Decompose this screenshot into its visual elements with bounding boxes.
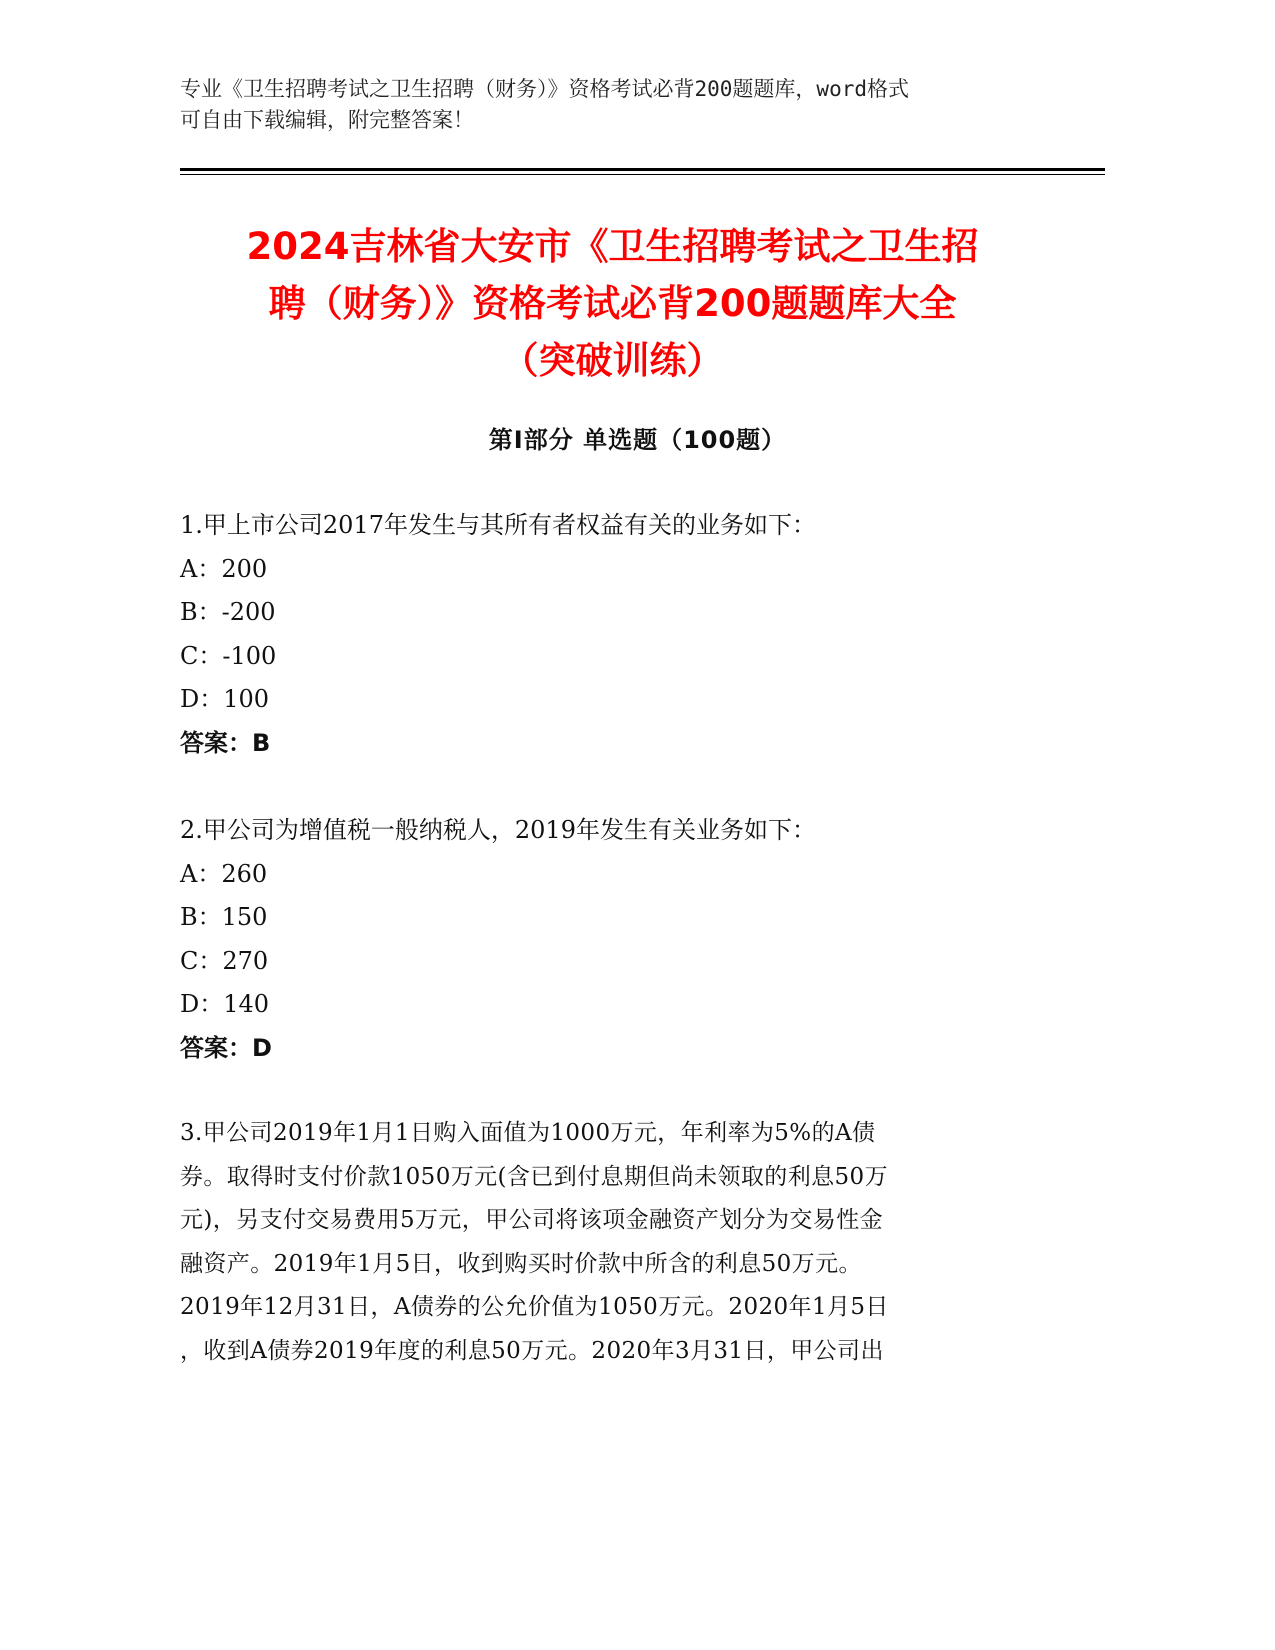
option-d: D：140 (180, 990, 270, 1018)
title-line-3: （突破训练） (501, 339, 724, 382)
header-note (180, 74, 1040, 136)
question-stem: 2.甲公司为增值税一般纳税人，2019年发生有关业务如下： (180, 816, 816, 844)
document-title (150, 218, 1075, 389)
option-b: B：150 (180, 903, 268, 931)
question-stem: 1.甲上市公司2017年发生与其所有者权益有关的业务如下： (180, 511, 816, 539)
question-3 (180, 1112, 1035, 1373)
option-a: A：200 (180, 554, 268, 583)
option-c: C：-100 (180, 641, 277, 670)
question-1 (180, 504, 816, 765)
option-c: C：270 (180, 946, 269, 975)
header-divider-thin (180, 174, 1105, 175)
title-line-1: 2024吉林省大安市《卫生招聘考试之卫生招 (246, 225, 979, 268)
header-divider-thick (180, 168, 1105, 171)
header-note-line-1: 专业《卫生招聘考试之卫生招聘（财务）》资格考试必背200题题库，word格式 (180, 77, 909, 101)
option-a: A：260 (180, 859, 268, 888)
question-text-line: 券。取得时支付价款1050万元(含已到付息期但尚未领取的利息50万 (180, 1163, 888, 1190)
option-d: D：100 (180, 685, 270, 713)
header-note-line-2: 可自由下载编辑，附完整答案！ (180, 108, 474, 132)
section-heading: 第Ⅰ部分 单选题（100题） (488, 426, 787, 454)
answer: 答案：B (180, 728, 271, 757)
answer: 答案：D (180, 1033, 272, 1062)
question-text-line: 2019年12月31日，A债券的公允价值为1050万元。2020年1月5日 (180, 1294, 889, 1320)
question-2 (180, 809, 816, 1070)
question-text-line: 元)，另支付交易费用5万元，甲公司将该项金融资产划分为交易性金 (180, 1207, 884, 1233)
option-b: B：-200 (180, 598, 276, 626)
title-line-2: 聘（财务）》资格考试必背200题题库大全 (268, 282, 957, 325)
question-text-line: ，收到A债券2019年度的利息50万元。2020年3月31日，甲公司出 (180, 1337, 884, 1364)
question-text-line: 3.甲公司2019年1月1日购入面值为1000万元，年利率为5%的A债 (180, 1120, 876, 1146)
question-text-line: 融资产。2019年1月5日，收到购买时价款中所含的利息50万元。 (180, 1250, 862, 1277)
